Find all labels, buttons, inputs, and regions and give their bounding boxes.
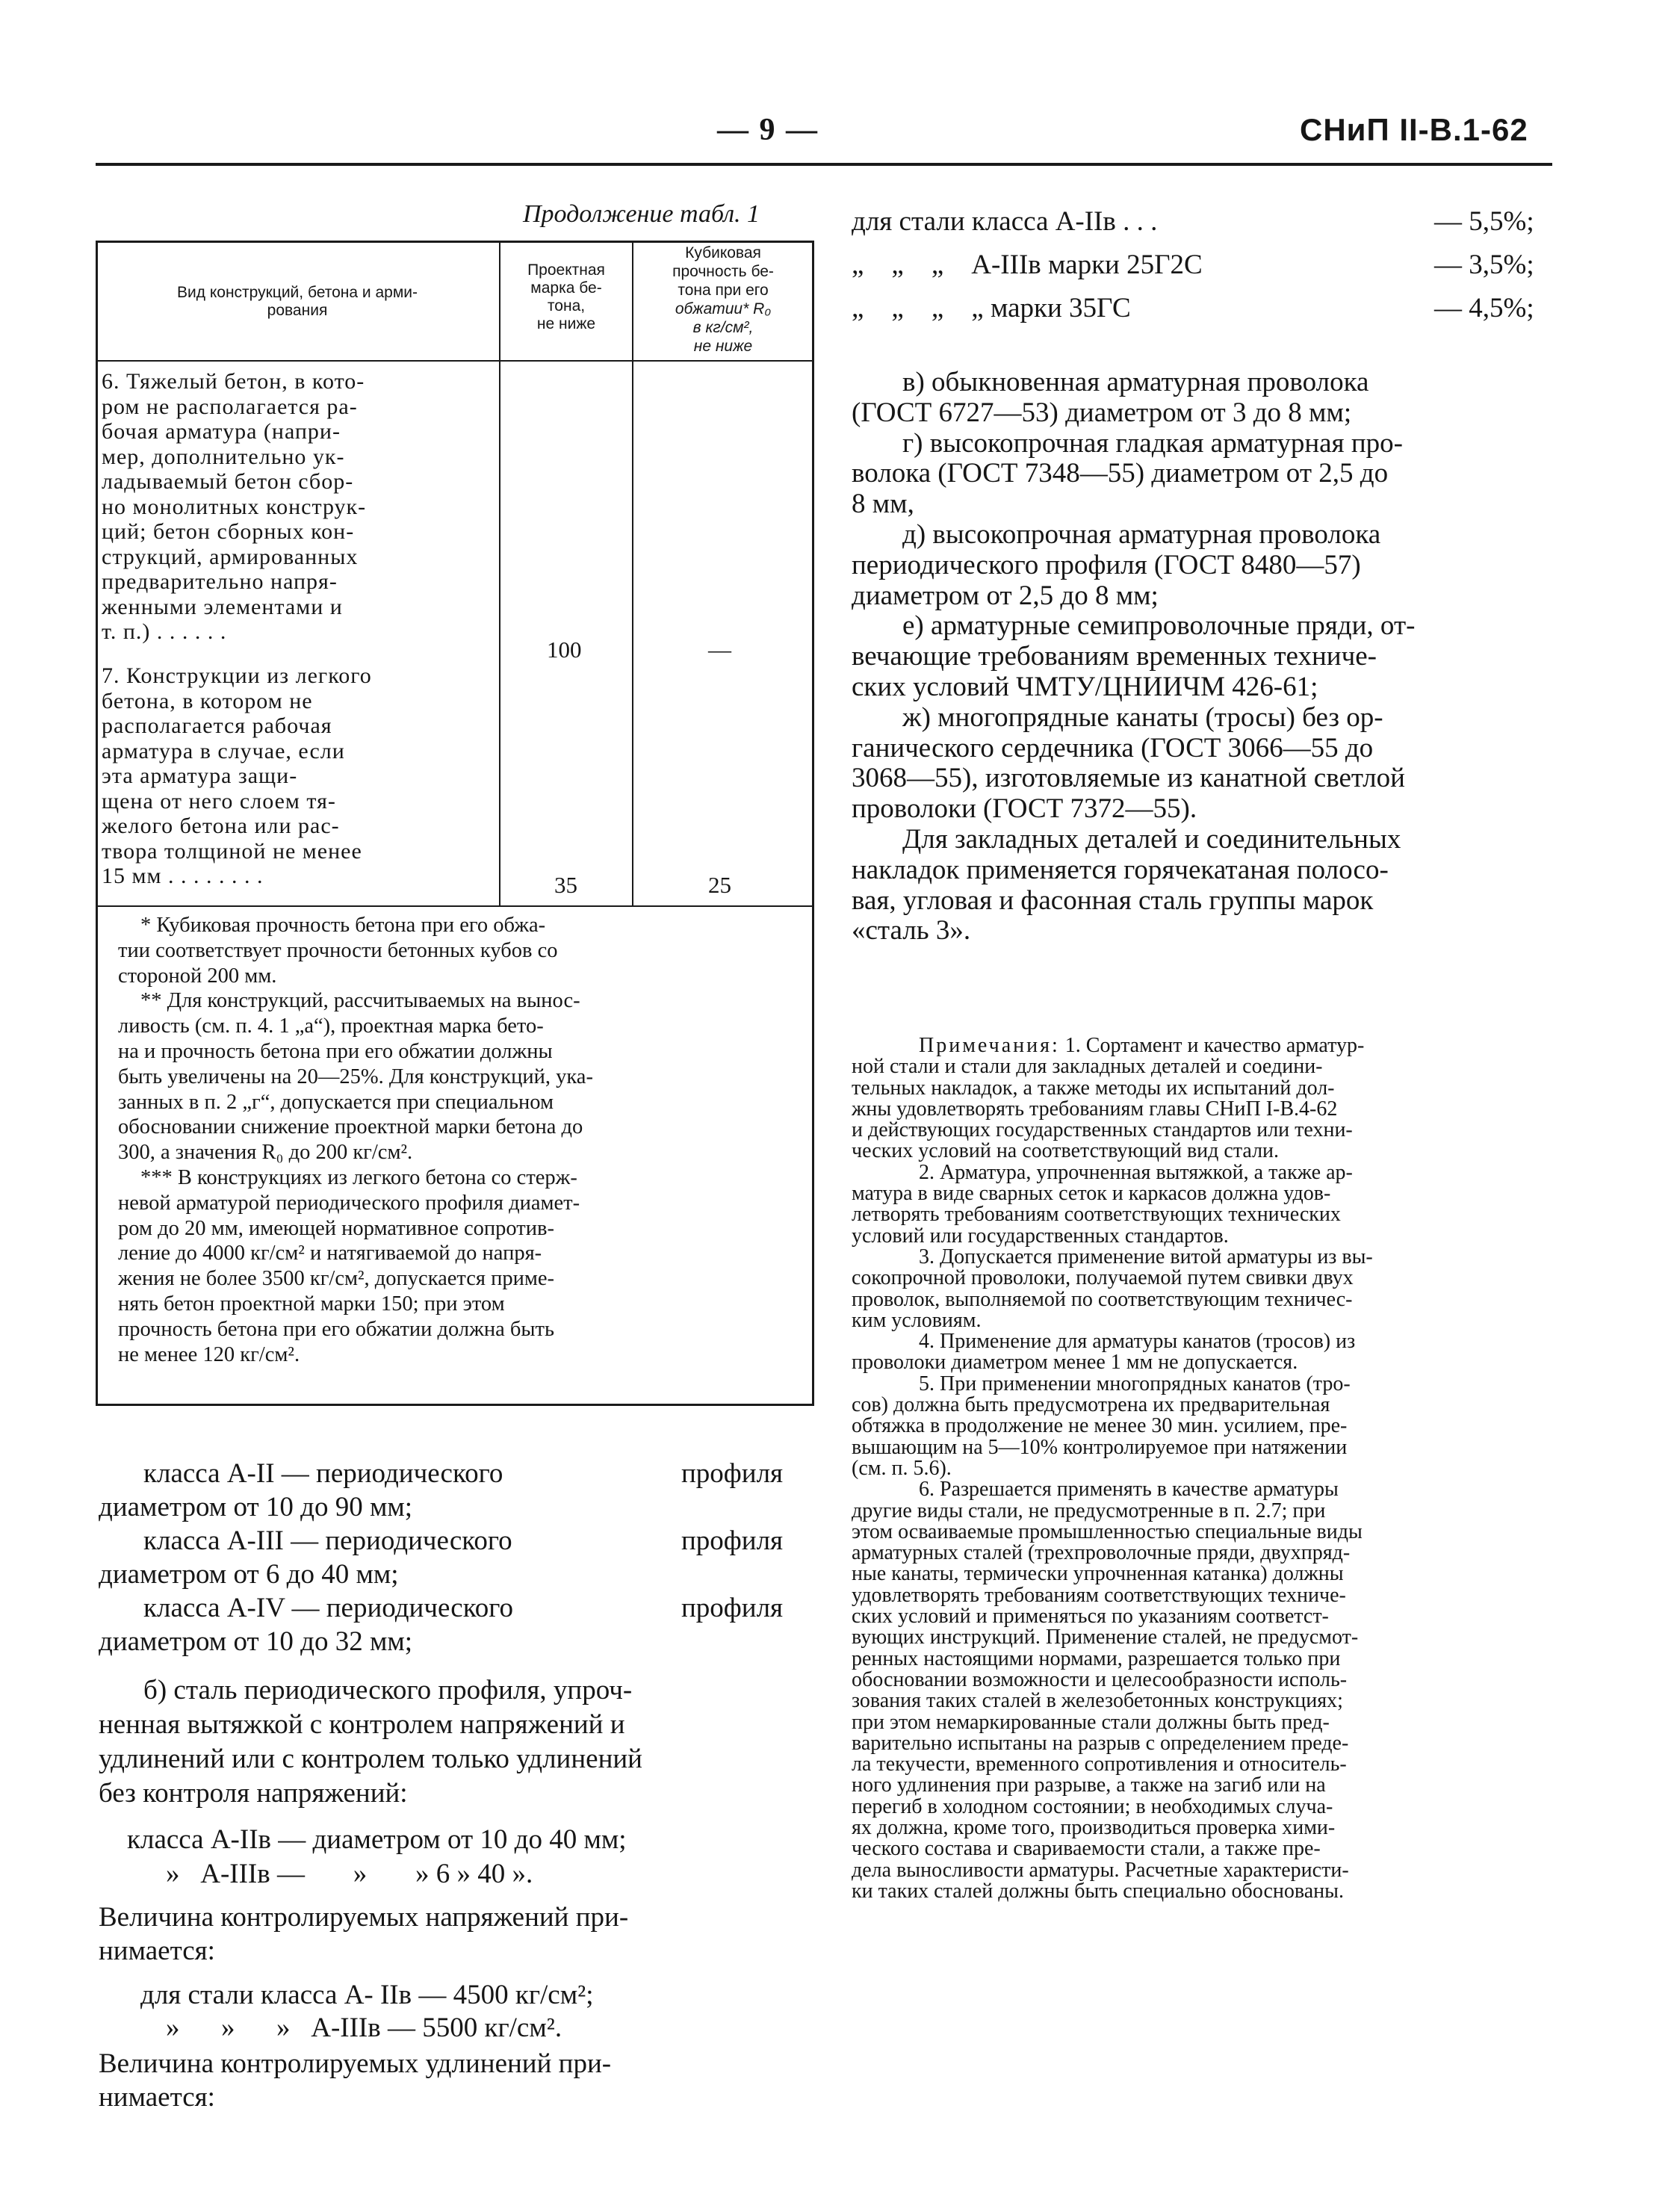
stress-intro: Величина контролируемых напряжений при- нимается: [99, 1902, 629, 1966]
notes-block: Примечания: 1. Сортамент и качество арматур- ной стали и стали для закладных деталей и соедини- тельных накладок, а также методы их испытаний дол- жны удовлетворять требованиям главы СНиП I-В.4-62 и действующих государственных стандартов или техни- ческих условий на соответствующий вид стали. 2. Арматура, упрочненная вытяжкой, а также ар- матура в виде сварных сеток и каркасов должна удов- летворять требованиям соответствующих технических условий или государственных стандартов. 3. Допускается применение витой арматуры из вы- сокопрочной проволоки, получаемой путем свивки двух проволок, выполняемой по соответствующим техничес- ким условиям. 4. Применение для арматуры канатов (тросов) из проволоки диаметром менее 1 мм не допускается. 5. При применении многопрядных канатов (тро- сов) должна быть предусмотрена их предварительная обтяжка в продолжение не менее 30 мин. усилием, пре- вышающим на 5—10% контролируемое при натяжении (см. п. 5.6). 6. Разрешается применять в качестве арматуры другие виды стали, не предусмотренные в п. 2.7; при этом осваиваемые промышленностью специальные виды арматурных сталей (трехпроволочные пряди, двухпряд- ные канаты, термически упрочненная катанка) должны удовлетворять требованиям соответствующих техниче- ских условий и применяться по указаниям соответст- вующих инструкций. Применение сталей, не предусмот- ренных настоящими нормами, разрешается только при обосновании возможности и целесообразности исполь- зования таких сталей в железобетонных конструкциях; при этом немаркированные стали должны быть пред- варительно испытаны на разрыв с определением преде- ла текучести, временного сопротивления и относитель- ного удлинения при разрыве, а также на загиб или на перегиб в холодном состоянии; в необходимых случа- ях должна, кроме того, производиться проверка хими- ческого состава и свариваемости стали, а также пре- дела выносливости арматуры. Расчетные характеристи- ки таких сталей должны быть специально обоснованы. [852, 1034, 1373, 1903]
row-6-cube-strength: — [708, 636, 731, 663]
elong-35gs: „ „ „ „ марки 35ГС — 4,5%; [852, 293, 1534, 323]
col-header-cube-strength: Кубиковая прочность бе- тона при его обжатии* R₀ в кг/см², не ниже [672, 244, 774, 355]
table-1-continuation [96, 241, 814, 1406]
elong-a2v: для стали класса А-IIв . . . — 5,5%; [852, 206, 1534, 237]
elongation-values [852, 200, 1554, 330]
reinforcement-classes [99, 1457, 816, 1658]
table-bottom-rule [96, 1404, 814, 1406]
table-row-6: 6. Тяжелый бетон, в кото- ром не располагается ра- бочая арматура (напри- мер, дополнительно ук- ладываемый бетон сбор- но монолитных конструк- ций; бетон сборных кон- струкций, армированных предварительно напря- женными элементами и т. п.) . . . . . . [102, 369, 367, 644]
class-a4-diameter: диаметром от 10 до 32 мм; [99, 1626, 413, 1657]
row-7-design-grade: 35 [554, 872, 577, 898]
row-7-cube-strength: 25 [708, 872, 731, 898]
class-a2-line: класса А-II — периодического профиля [143, 1458, 784, 1489]
item-b-paragraph: б) сталь периодического профиля, упроч- ненная вытяжкой с контролем напряжений и удлинений или с контролем только удлинений без контроля напряжений: [99, 1675, 642, 1809]
table-continuation-caption: Продолжение табл. 1 [523, 200, 760, 228]
class-a3-diameter: диаметром от 6 до 40 мм; [99, 1559, 399, 1590]
table-header-rule [96, 360, 814, 362]
stress-line-1: для стали класса А- IIв — 4500 кг/см²; [140, 1980, 594, 2010]
elong-intro: Величина контролируемых удлинений при- нимается: [99, 2048, 612, 2113]
class-a4-line: класса А-IV — периодического профиля [143, 1593, 784, 1623]
row-6-design-grade: 100 [547, 636, 582, 663]
col-header-design-grade: Проектная марка бе- тона, не ниже [527, 261, 605, 332]
col-header-construction-type: Вид конструкций, бетона и арми- рования [177, 284, 418, 319]
page-number: — 9 — [717, 113, 819, 147]
stress-line-2: » » » А-IIIв — 5500 кг/см². [166, 2013, 562, 2043]
table-top-rule [96, 241, 814, 243]
table-col-rule-1 [499, 241, 500, 905]
table-footnotes: * Кубиковая прочность бетона при его обжа- тии соответствует прочности бетонных кубов со стороной 200 мм. ** Для конструкций, рассчитываемых на вынос- ливость (см. п. 4. 1 „а“), проектная марка бето- на и прочность бетона при его обжатии должны быть увеличены на 20—25%. Для конструкций, ука- занных в п. 2 „г“, допускается при специальном обосновании снижение проектной марки бетона до 300, а значения R₀ до 200 кг/см². *** В конструкциях из легкого бетона со стерж- невой арматурой периодического профиля диамет- ром до 20 мм, имеющей нормативное сопротив- ление до 4000 кг/см² и натягиваемой до напря- жения не более 3500 кг/см², допускается приме- нять бетон проектной марки 150; при этом прочность бетона при его обжатии должна быть не менее 120 кг/см². [118, 914, 593, 1366]
elong-a3v-25g2s: „ „ „ А-IIIв марки 25Г2С — 3,5%; [852, 250, 1534, 280]
note-1: Примечания: 1. Сортамент и качество арматур- [919, 1034, 1365, 1057]
class-b1-line: класса А-IIв — диаметром от 10 до 40 мм; [127, 1824, 627, 1855]
class-a3-line: класса А-III — периодического профиля [143, 1525, 784, 1556]
class-a2-diameter: диаметром от 10 до 90 мм; [99, 1492, 413, 1522]
table-body-rule [96, 905, 814, 907]
table-col-rule-2 [632, 241, 633, 905]
header-rule [96, 163, 1552, 166]
table-left-rule [96, 241, 98, 1406]
table-row-7: 7. Конструкции из легкого бетона, в котором не располагается рабочая арматура в случае, если эта арматура защи- щена от него слоем тя- желого бетона или рас- твора толщиной не менее 15 мм . . . . . . . . [102, 663, 372, 888]
reinforcement-types-list: в) обыкновенная арматурная проволока (ГОСТ 6727—53) диаметром от 3 до 8 мм; г) высокопрочная гладкая арматурная про- волока (ГОСТ 7348—55) диаметром от 2,5 до 8 мм, д) высокопрочная арматурная проволока периодического профиля (ГОСТ 8480—57) диаметром от 2,5 до 8 мм; е) арматурные семипроволочные пряди, от- вечающие требованиям временных техниче- ских условий ЧМТУ/ЦНИИЧМ 426-61; ж) многопрядные канаты (тросы) без ор- ганического сердечника (ГОСТ 3066—55 до 3068—55), изготовляемые из канатной светлой проволоки (ГОСТ 7372—55). Для закладных деталей и соединительных накладок применяется горячекатаная полосо- вая, угловая и фасонная сталь группы марок «сталь 3». [852, 367, 1416, 947]
notes-title: Примечания: [919, 1034, 1060, 1057]
class-b2-line: » А-IIIв — » » 6 » 40 ». [166, 1859, 533, 1889]
document-code: СНиП II-В.1-62 [1300, 112, 1528, 147]
